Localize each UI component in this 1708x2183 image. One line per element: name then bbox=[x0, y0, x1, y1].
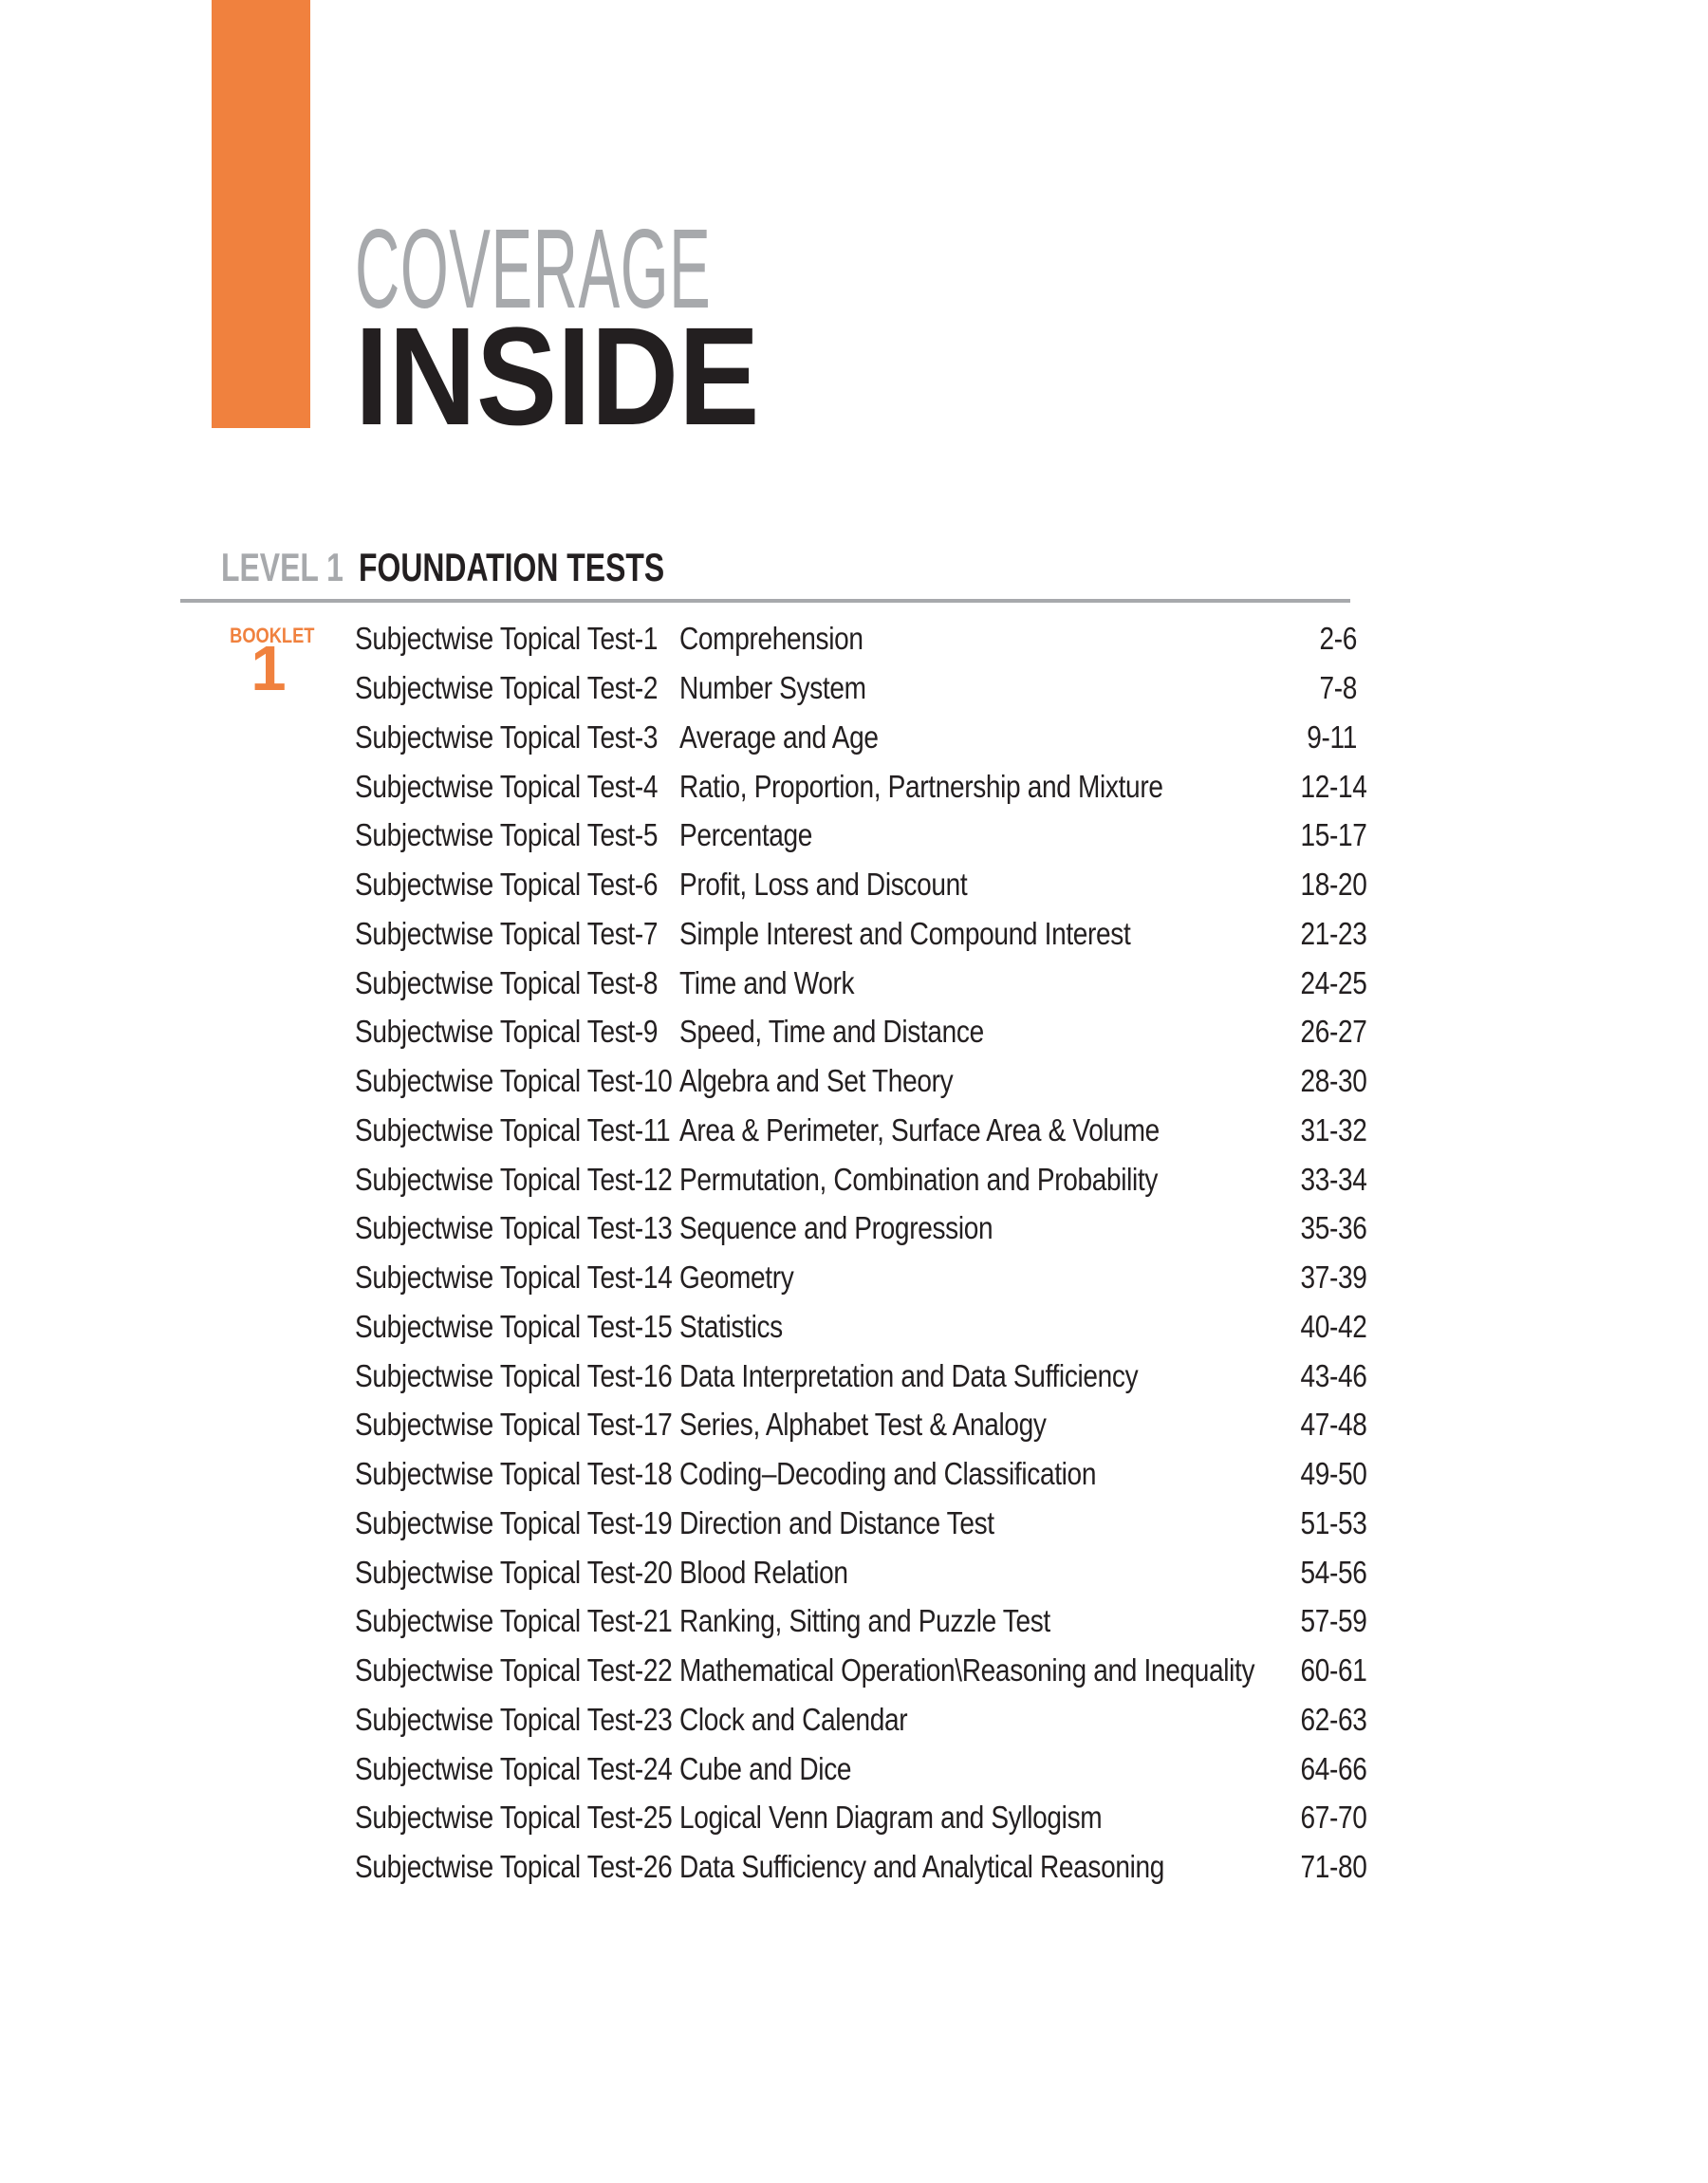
toc-row bbox=[355, 1007, 1367, 1056]
toc-row bbox=[355, 1744, 1367, 1793]
page-title-inside: INSIDE bbox=[355, 299, 760, 455]
toc-test-name: Subjectwise Topical Test-3 bbox=[355, 718, 659, 755]
toc-pages: 31-32 bbox=[1300, 1111, 1367, 1147]
toc-row bbox=[355, 1302, 1367, 1352]
toc-topic: Direction and Distance Test bbox=[679, 1504, 994, 1540]
toc-pages: 67-70 bbox=[1300, 1800, 1367, 1836]
toc-row bbox=[355, 1793, 1367, 1842]
toc-test-name: Subjectwise Topical Test-1 bbox=[355, 621, 659, 657]
toc-pages: 7-8 bbox=[1319, 670, 1357, 706]
toc-topic: Number System bbox=[679, 670, 866, 706]
toc-topic: Coding–Decoding and Classification bbox=[679, 1456, 1097, 1492]
toc-pages: 43-46 bbox=[1300, 1357, 1367, 1393]
toc-topic: Mathematical Operation\Reasoning and Inequality bbox=[679, 1652, 1255, 1689]
toc-pages: 51-53 bbox=[1300, 1504, 1367, 1540]
toc-test-name: Subjectwise Topical Test-22 bbox=[355, 1652, 673, 1689]
toc-pages: 47-48 bbox=[1300, 1407, 1367, 1443]
toc-row bbox=[355, 1253, 1367, 1302]
toc-topic: Average and Age bbox=[679, 718, 879, 755]
toc-pages: 57-59 bbox=[1300, 1603, 1367, 1639]
toc-test-name: Subjectwise Topical Test-11 bbox=[355, 1111, 671, 1147]
toc-row bbox=[355, 1351, 1367, 1400]
toc-pages: 60-61 bbox=[1300, 1652, 1367, 1689]
toc-test-name: Subjectwise Topical Test-24 bbox=[355, 1750, 673, 1786]
toc-test-name: Subjectwise Topical Test-16 bbox=[355, 1357, 673, 1393]
toc-topic: Ratio, Proportion, Partnership and Mixture bbox=[679, 768, 1163, 804]
toc-pages: 24-25 bbox=[1300, 964, 1367, 1000]
toc-topic: Percentage bbox=[679, 817, 813, 853]
toc-row bbox=[355, 1646, 1367, 1695]
toc-row bbox=[355, 811, 1367, 860]
toc-row bbox=[355, 761, 1367, 811]
toc-pages: 9-11 bbox=[1307, 718, 1357, 755]
level-label: LEVEL 1 bbox=[221, 545, 343, 589]
toc-test-name: Subjectwise Topical Test-9 bbox=[355, 1014, 659, 1050]
toc-pages: 12-14 bbox=[1300, 768, 1367, 804]
toc-row bbox=[355, 1449, 1367, 1499]
toc-pages: 49-50 bbox=[1300, 1456, 1367, 1492]
toc-topic: Cube and Dice bbox=[679, 1750, 852, 1786]
toc-test-name: Subjectwise Topical Test-5 bbox=[355, 817, 659, 853]
toc-test-name: Subjectwise Topical Test-19 bbox=[355, 1504, 673, 1540]
toc-pages: 64-66 bbox=[1300, 1750, 1367, 1786]
toc-row bbox=[355, 860, 1367, 909]
toc-pages: 2-6 bbox=[1319, 621, 1357, 657]
toc-pages: 71-80 bbox=[1300, 1849, 1367, 1885]
toc-test-name: Subjectwise Topical Test-15 bbox=[355, 1308, 673, 1344]
toc-test-name: Subjectwise Topical Test-7 bbox=[355, 915, 659, 951]
toc-topic: Permutation, Combination and Probability bbox=[679, 1161, 1159, 1197]
toc-pages: 28-30 bbox=[1300, 1063, 1367, 1099]
toc-topic: Sequence and Progression bbox=[679, 1210, 993, 1246]
toc-topic: Simple Interest and Compound Interest bbox=[679, 915, 1131, 951]
toc-pages: 21-23 bbox=[1300, 915, 1367, 951]
toc-topic: Speed, Time and Distance bbox=[679, 1014, 984, 1050]
toc-pages: 40-42 bbox=[1300, 1308, 1367, 1344]
toc-topic: Profit, Loss and Discount bbox=[679, 867, 968, 903]
toc-row bbox=[355, 1499, 1367, 1548]
toc-test-name: Subjectwise Topical Test-26 bbox=[355, 1849, 673, 1885]
toc-test-name: Subjectwise Topical Test-23 bbox=[355, 1701, 673, 1737]
toc-topic: Statistics bbox=[679, 1308, 783, 1344]
toc-test-name: Subjectwise Topical Test-14 bbox=[355, 1259, 673, 1296]
toc-row bbox=[355, 663, 1357, 713]
toc-row bbox=[355, 909, 1367, 959]
toc-test-name: Subjectwise Topical Test-17 bbox=[355, 1407, 673, 1443]
toc-topic: Data Interpretation and Data Sufficiency bbox=[679, 1357, 1139, 1393]
toc-row bbox=[355, 958, 1367, 1007]
toc-topic: Data Sufficiency and Analytical Reasoning bbox=[679, 1849, 1165, 1885]
toc-test-name: Subjectwise Topical Test-20 bbox=[355, 1554, 673, 1590]
toc-test-name: Subjectwise Topical Test-18 bbox=[355, 1456, 673, 1492]
toc-row bbox=[355, 1400, 1367, 1449]
toc-test-name: Subjectwise Topical Test-4 bbox=[355, 768, 659, 804]
toc-topic: Algebra and Set Theory bbox=[679, 1063, 954, 1099]
toc-row bbox=[355, 1596, 1367, 1646]
toc-row bbox=[355, 1842, 1367, 1892]
toc-pages: 35-36 bbox=[1300, 1210, 1367, 1246]
booklet-label: BOOKLET bbox=[230, 624, 315, 647]
toc-row bbox=[355, 1203, 1367, 1253]
section-divider bbox=[180, 599, 1350, 603]
booklet-number: 1 bbox=[251, 633, 287, 704]
toc-pages: 15-17 bbox=[1300, 817, 1367, 853]
toc-topic: Series, Alphabet Test & Analogy bbox=[679, 1407, 1047, 1443]
orange-accent-bar bbox=[212, 0, 310, 428]
toc-row bbox=[355, 1154, 1367, 1203]
toc-pages: 54-56 bbox=[1300, 1554, 1367, 1590]
toc-topic: Geometry bbox=[679, 1259, 794, 1296]
page-title-coverage: COVERAGE bbox=[355, 206, 712, 332]
toc-test-name: Subjectwise Topical Test-8 bbox=[355, 964, 659, 1000]
toc-pages: 37-39 bbox=[1300, 1259, 1367, 1296]
toc-pages: 33-34 bbox=[1300, 1161, 1367, 1197]
toc-pages: 18-20 bbox=[1300, 867, 1367, 903]
toc-topic: Time and Work bbox=[679, 964, 855, 1000]
toc-test-name: Subjectwise Topical Test-25 bbox=[355, 1800, 673, 1836]
toc-rows bbox=[355, 614, 1367, 1892]
toc-row bbox=[355, 1106, 1367, 1155]
toc-pages: 62-63 bbox=[1300, 1701, 1367, 1737]
toc-row bbox=[355, 1695, 1367, 1745]
toc-topic: Clock and Calendar bbox=[679, 1701, 908, 1737]
toc-topic: Blood Relation bbox=[679, 1554, 848, 1590]
toc-test-name: Subjectwise Topical Test-2 bbox=[355, 670, 659, 706]
toc-test-name: Subjectwise Topical Test-10 bbox=[355, 1063, 673, 1099]
toc-row bbox=[355, 713, 1357, 762]
toc-row bbox=[355, 1547, 1367, 1596]
toc-topic: Logical Venn Diagram and Syllogism bbox=[679, 1800, 1103, 1836]
toc-topic: Comprehension bbox=[679, 621, 863, 657]
toc-topic: Ranking, Sitting and Puzzle Test bbox=[679, 1603, 1050, 1639]
toc-test-name: Subjectwise Topical Test-21 bbox=[355, 1603, 673, 1639]
toc-test-name: Subjectwise Topical Test-6 bbox=[355, 867, 659, 903]
toc-pages: 26-27 bbox=[1300, 1014, 1367, 1050]
toc-test-name: Subjectwise Topical Test-13 bbox=[355, 1210, 673, 1246]
toc-row bbox=[355, 1056, 1367, 1106]
toc-test-name: Subjectwise Topical Test-12 bbox=[355, 1161, 673, 1197]
toc-topic: Area & Perimeter, Surface Area & Volume bbox=[679, 1111, 1160, 1147]
toc-row bbox=[355, 614, 1357, 663]
section-title: FOUNDATION TESTS bbox=[359, 545, 665, 589]
